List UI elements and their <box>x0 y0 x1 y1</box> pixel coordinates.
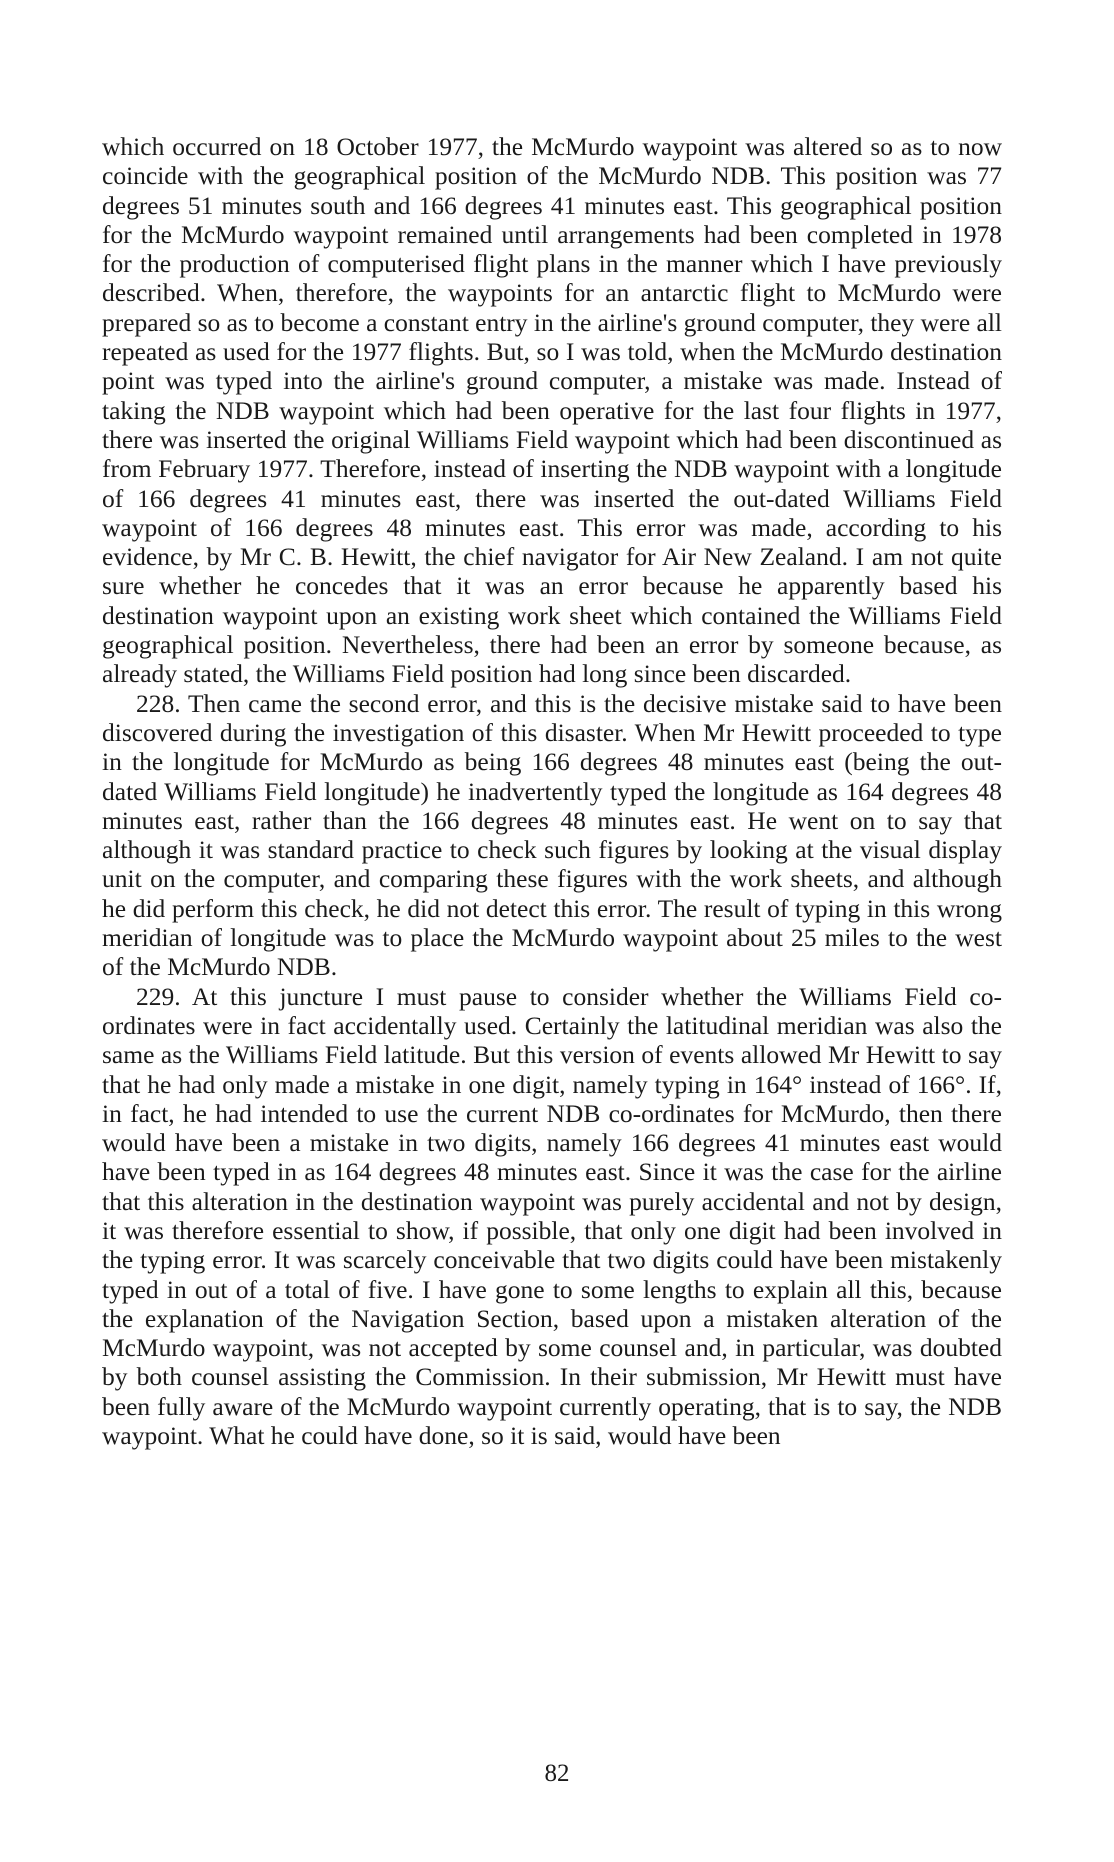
page-number: 82 <box>544 1760 570 1787</box>
paragraph-228: 228. Then came the second error, and this is the decisive mistake said to have been discovered during the investigation of this disaster. When Mr Hewitt proceeded to type in the longitude for McMurdo as being 166 degrees 48 minutes east (being the out-dated Williams Field longitude) he inadvertently typed the longitude as 164 degrees 48 minutes east, rather than the 166 degrees 48 minutes east. He went on to say that although it was standard practice to check such figures by looking at the visual display unit on the computer, and comparing these figures with the work sheets, and although he did perform this check, he did not detect this error. The result of typing in this wrong meridian of longitude was to place the McMurdo waypoint about 25 miles to the west of the McMurdo NDB. <box>102 688 1002 982</box>
document-body <box>102 132 1002 1450</box>
paragraph-continuation: which occurred on 18 October 1977, the McMurdo waypoint was altered so as to now coincide with the geographical position of the McMurdo NDB. This position was 77 degrees 51 minutes south and 166 degrees 41 minutes east. This geographical position for the McMurdo waypoint remained until arrangements had been completed in 1978 for the production of computerised flight plans in the manner which I have previously described. When, therefore, the waypoints for an antarctic flight to McMurdo were prepared so as to become a constant entry in the airline's ground computer, they were all repeated as used for the 1977 flights. But, so I was told, when the McMurdo destination point was typed into the airline's ground computer, a mistake was made. Instead of taking the NDB waypoint which had been operative for the last four flights in 1977, there was inserted the original Williams Field waypoint which had been discontinued as from February 1977. Therefore, instead of inserting the NDB waypoint with a longitude of 166 degrees 41 minutes east, there was inserted the out-dated Williams Field waypoint of 166 degrees 48 minutes east. This error was made, according to his evidence, by Mr C. B. Hewitt, the chief navigator for Air New Zealand. I am not quite sure whether he concedes that it was an error because he apparently based his destination waypoint upon an existing work sheet which contained the Williams Field geographical position. Nevertheless, there had been an error by someone because, as already stated, the Williams Field position had long since been discarded. <box>102 132 1003 689</box>
paragraph-229: 229. At this juncture I must pause to consider whether the Williams Field co-ordinates were in fact accidentally used. Certainly the latitudinal meridian was also the same as the Williams Field latitude. But this version of events allowed Mr Hewitt to say that he had only made a mistake in one digit, namely typing in 164° instead of 166°. If, in fact, he had intended to use the current NDB co-ordinates for McMurdo, then there would have been a mistake in two digits, namely 166 degrees 41 minutes east would have been typed in as 164 degrees 48 minutes east. Since it was the case for the airline that this alteration in the destination waypoint was purely accidental and not by design, it was therefore essential to show, if possible, that only one digit had been involved in the typing error. It was scarcely conceivable that two digits could have been mistakenly typed in out of a total of five. I have gone to some lengths to explain all this, because the explanation of the Navigation Section, based upon a mistaken alteration of the McMurdo waypoint, was not accepted by some counsel and, in particular, was doubted by both counsel assisting the Commission. In their submission, Mr Hewitt must have been fully aware of the McMurdo waypoint currently operating, that is to say, the NDB waypoint. What he could have done, so it is said, would have been <box>102 981 1002 1451</box>
